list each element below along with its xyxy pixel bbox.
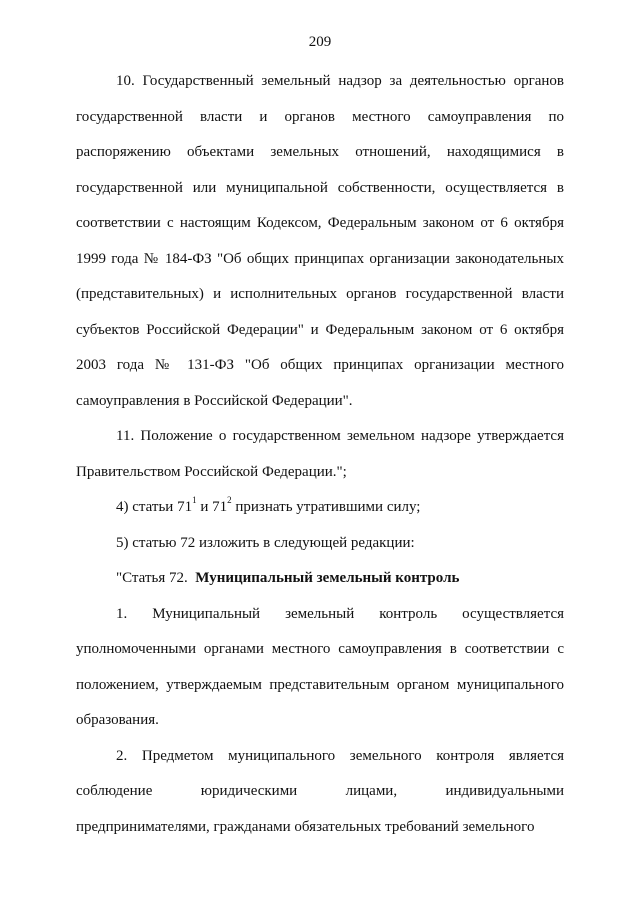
article-title: Муниципальный земельный контроль <box>195 570 460 586</box>
superscript-1: 1 <box>192 495 197 505</box>
document-body <box>76 64 564 845</box>
paragraph-11: 11. Положение о государственном земельном надзоре утверждается Правительством Российской Федерации."; <box>76 428 564 480</box>
item-5: 5) статью 72 изложить в следующей редакции: <box>116 534 415 551</box>
article-heading-line <box>76 561 564 597</box>
article-clause-1: 1. Муниципальный земельный контроль осуществляется уполномоченными органами местного самоуправления в соответствии с положением, утверждаемым представительным органом муниципального образования. <box>76 605 564 728</box>
paragraph-10: 10. Государственный земельный надзор за деятельностью органов государственной власти и органов местного самоуправления по распоряжению объектами земельных отношений, находящимися в государственной или муниципальной собственности, осуществляется в соответствии с настоящим Кодексом, Федеральным законом от 6 октября 1999 года № 184-ФЗ "Об общих принципах организации законодательных (представительных) и исполнительных органов государственной власти субъектов Российской Федерации" и Федеральным законом от 6 октября 2003 года № 131-ФЗ "Об общих принципах организации местного самоуправления в Российской Федерации". <box>76 73 564 409</box>
article-clause-2: 2. Предметом муниципального земельного контроля является соблюдение юридическими лицами, индивидуальными предпринимателями, гражданами обязательных требований земельного <box>76 747 564 835</box>
superscript-2: 2 <box>227 495 232 505</box>
item-4-mid: и 71 <box>196 499 228 515</box>
page-number: 209 <box>308 34 332 50</box>
item-4-prefix: 4) статьи 71 <box>116 499 193 515</box>
item-4 <box>76 490 564 526</box>
item-4-suffix: признать утратившими силу; <box>231 499 421 515</box>
article-number: "Статья 72. <box>116 570 188 586</box>
